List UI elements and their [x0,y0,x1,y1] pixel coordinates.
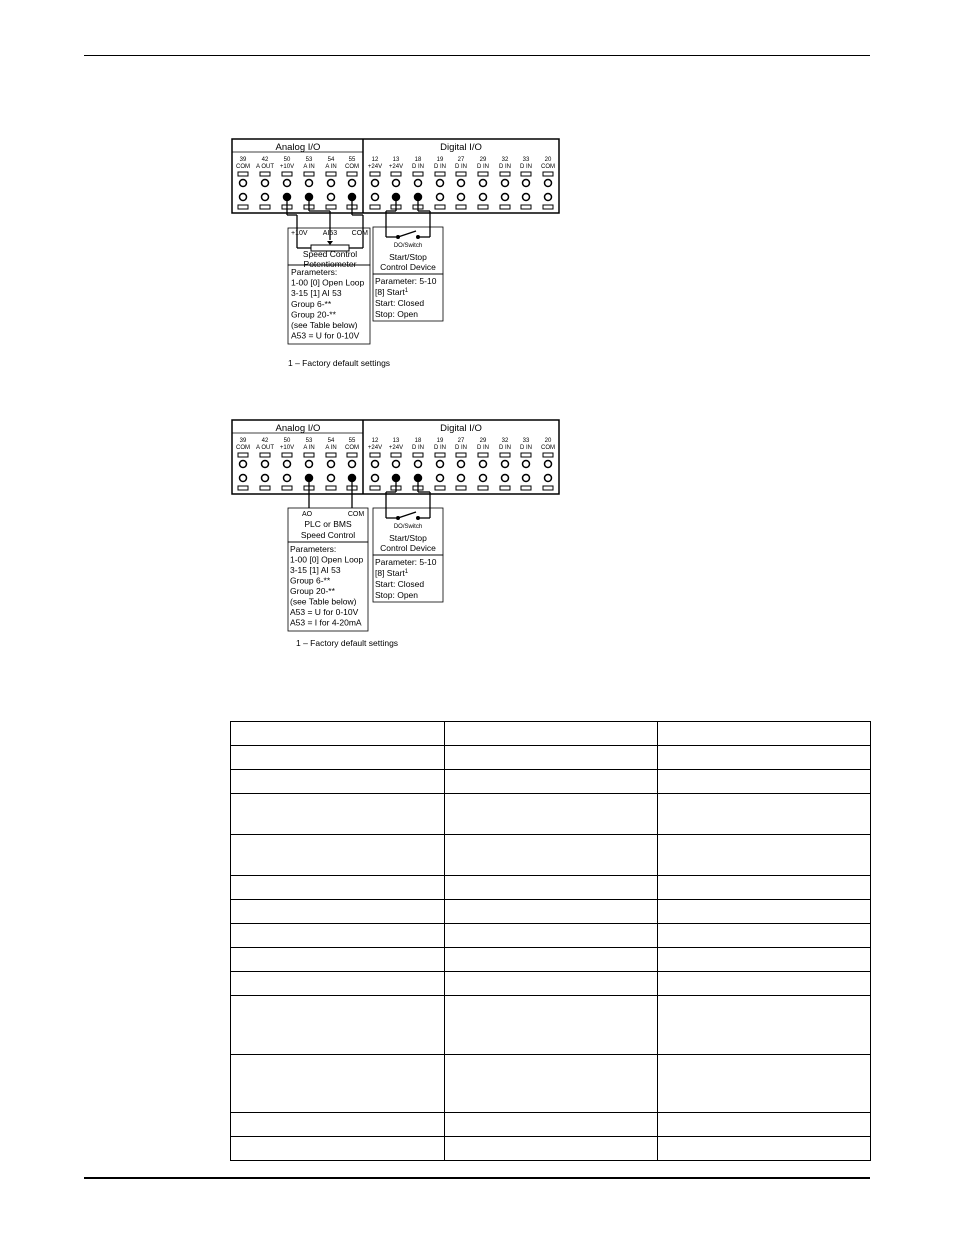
terminal-tab [326,453,336,457]
device-title: Speed Control [300,530,356,540]
terminal-screw [349,180,356,187]
terminal-number: 20 [544,157,552,163]
terminal-tab [435,205,445,209]
terminal-tab [500,172,510,176]
wire [398,512,416,518]
device-title: Control Device [380,262,436,272]
terminal-tab [435,172,445,176]
terminal-screw [523,180,530,187]
terminal-screw [415,461,422,468]
param-line: Stop: Open [375,590,419,600]
param-line: A53 = I for 4-20mA [290,617,362,628]
terminal-number: 12 [371,438,379,444]
terminal-tab [500,453,510,457]
terminal-tab [304,453,314,457]
terminal-number: 19 [436,157,444,163]
terminal-tab [435,453,445,457]
terminal-label: A IN [325,164,337,170]
table-cell [658,996,871,1055]
table-row [231,996,871,1055]
terminal-number: 18 [414,438,422,444]
terminal-label: D IN [455,164,467,170]
param-line: 1-00 [0] Open Loop [291,277,365,288]
table-cell [231,1137,445,1161]
terminal-screw [393,461,400,468]
table-row [231,746,871,770]
terminal-tab [413,172,423,176]
digital-io-title: Digital I/O [440,423,482,434]
param-line: Group 20-** [290,586,335,596]
device-title: Potentiometer [303,259,357,269]
terminal-tab [456,453,466,457]
table-row [231,948,871,972]
terminal-tab [304,172,314,176]
terminal-number: 54 [327,438,335,444]
terminal-tab [456,205,466,209]
terminal-tab [282,453,292,457]
terminal-number: 20 [544,438,552,444]
terminal-screw [393,180,400,187]
terminal-number: 13 [392,438,400,444]
terminal-tab [260,453,270,457]
terminal-label: D IN [477,445,489,451]
terminal-number: 50 [283,157,291,163]
terminal-label: D IN [412,445,424,451]
terminal-screw [328,180,335,187]
table-cell [231,948,445,972]
wire-label: AO [301,511,313,518]
terminal-screw [284,461,291,468]
table-row [231,722,871,746]
terminal-number: 53 [305,438,313,444]
terminal-screw [480,461,487,468]
terminal-tab [347,453,357,457]
param-line: [8] Start$^1$ [375,287,409,297]
terminal-tab [456,486,466,490]
terminal-number: 19 [436,438,444,444]
terminal-screw [240,180,247,187]
terminal-tab [478,172,488,176]
table-row [231,770,871,794]
terminal-tab [326,205,336,209]
terminal-number: 32 [501,438,509,444]
param-line: Parameter: 5-10 [375,557,437,567]
terminal-tab [238,172,248,176]
diagram-1 [232,139,559,368]
table-cell [231,722,445,746]
table-cell [445,996,658,1055]
param-line: 1-00 [0] Open Loop [290,554,364,565]
diagram-2 [232,420,559,648]
terminal-label: D IN [520,164,532,170]
terminal-screw [262,180,269,187]
table-cell [231,996,445,1055]
device-title: PLC or BMS [304,519,352,529]
terminal-screw [372,180,379,187]
param-line: Group 20-** [291,309,336,320]
terminal-hole [523,194,530,201]
table-cell [231,1113,445,1137]
table-row [231,876,871,900]
terminal-number: 29 [479,438,487,444]
terminal-screw [502,461,509,468]
terminal-screw [437,461,444,468]
terminal-number: 42 [261,438,269,444]
wire-label: COM [351,230,368,237]
terminal-label: D IN [477,164,489,170]
terminal-label: COM [236,164,250,170]
param-line: Parameter: 5-10 [375,276,437,286]
terminal-number: 27 [457,157,465,163]
table-cell [658,900,871,924]
parameter-table [230,721,871,1161]
table-cell [658,924,871,948]
terminal-label: D IN [412,164,424,170]
footnote: 1 – Factory default settings [296,638,399,648]
terminal-hole [458,475,465,482]
terminal-tab [391,172,401,176]
analog-io-title: Analog I/O [275,142,321,153]
table-cell [445,746,658,770]
terminal-hole [240,194,247,201]
terminal-tab [238,205,248,209]
terminal-tab [521,205,531,209]
wire [398,231,416,237]
terminal-hole [480,475,487,482]
terminal-tab [260,205,270,209]
table-cell [231,794,445,835]
terminal-screw [480,180,487,187]
terminal-tab [238,486,248,490]
terminal-tab [260,486,270,490]
wiper-arrow [327,241,333,245]
table-cell [658,1137,871,1161]
terminal-screw [458,461,465,468]
terminal-screw [240,461,247,468]
terminal-label: +24V [388,164,404,170]
terminal-hole [437,194,444,201]
table-cell [445,1055,658,1113]
table-row [231,924,871,948]
table-cell [231,1055,445,1113]
terminal-tab [521,453,531,457]
param-line: [8] Start$^1$ [375,568,409,578]
param-line: 3-15 [1] AI 53 [291,288,342,299]
param-line: A53 = U for 0-10V [291,330,360,341]
table-cell [658,835,871,876]
terminal-screw [262,461,269,468]
table-cell [445,1137,658,1161]
terminal-label: A IN [303,164,315,170]
terminal-tab [282,486,292,490]
switch-label: DO/Switch [393,243,423,249]
table-cell [231,972,445,996]
terminal-label: +10V [279,445,295,451]
table-cell [231,876,445,900]
terminal-label: COM [345,445,359,451]
device-title: Start/Stop [389,252,427,262]
terminal-tab [347,172,357,176]
table-cell [231,835,445,876]
switch-label: DO/Switch [393,524,423,530]
digital-io-title: Digital I/O [440,142,482,153]
terminal-tab [500,486,510,490]
terminal-number: 33 [522,438,530,444]
terminal-number: 29 [479,157,487,163]
terminal-label: A OUT [255,164,275,170]
table-cell [445,722,658,746]
table-cell [445,924,658,948]
wire-label: COM [347,511,365,518]
device-title: Control Device [380,543,436,553]
terminal-number: 12 [371,157,379,163]
terminal-tab [521,486,531,490]
terminal-number: 55 [348,157,356,163]
table-cell [658,746,871,770]
table-cell [658,1113,871,1137]
table-row [231,794,871,835]
terminal-hole [545,194,552,201]
terminal-label: +10V [279,164,295,170]
param-line: (see Table below) [290,596,357,607]
terminal-tab [456,172,466,176]
terminal-label: +24V [388,445,404,451]
terminal-tab [543,453,553,457]
terminal-tab [370,486,380,490]
terminal-tab [521,172,531,176]
terminal-number: 13 [392,157,400,163]
terminal-tab [282,172,292,176]
table-cell [445,876,658,900]
table-row [231,1055,871,1113]
table-cell [658,722,871,746]
terminal-hole [262,475,269,482]
terminal-tab [413,453,423,457]
terminal-tab [391,453,401,457]
terminal-label: D IN [499,445,511,451]
table-cell [658,876,871,900]
terminal-screw [328,461,335,468]
terminal-number: 50 [283,438,291,444]
terminal-tab [370,172,380,176]
terminal-screw [306,461,313,468]
terminal-number: 53 [305,157,313,163]
terminal-tab [370,205,380,209]
table-cell [658,1055,871,1113]
terminal-tab [543,486,553,490]
terminal-hole [328,475,335,482]
table-cell [445,794,658,835]
terminal-label: A IN [325,445,337,451]
terminal-label: A IN [303,445,315,451]
terminal-label: D IN [520,445,532,451]
table-cell [658,972,871,996]
terminal-screw [458,180,465,187]
terminal-tab [478,453,488,457]
terminal-hole [284,475,291,482]
table-cell [231,924,445,948]
param-line: Parameters: [290,544,337,554]
terminal-number: 54 [327,157,335,163]
terminal-hole [372,194,379,201]
device-title: Start/Stop [389,533,427,543]
terminal-hole [437,475,444,482]
table-row [231,835,871,876]
table-cell [231,900,445,924]
param-line: (see Table below) [291,320,358,330]
terminal-screw [502,180,509,187]
terminal-hole [240,475,247,482]
terminal-tab [326,486,336,490]
terminal-number: 39 [239,438,247,444]
param-line: 3-15 [1] AI 53 [290,565,341,575]
terminal-label: +24V [367,445,383,451]
terminal-hole [545,475,552,482]
terminal-tab [543,205,553,209]
wire-label: AI53 [322,230,338,237]
footer-rule [84,1177,870,1179]
table-row [231,972,871,996]
param-line: Start: Closed [375,298,425,308]
table-cell [231,746,445,770]
table-cell [445,835,658,876]
terminal-tab [326,172,336,176]
terminal-number: 33 [522,157,530,163]
terminal-label: A OUT [255,445,275,451]
terminal-label: COM [345,164,359,170]
terminal-label: COM [236,445,250,451]
terminal-label: D IN [455,445,467,451]
terminal-number: 55 [348,438,356,444]
terminal-screw [545,180,552,187]
table-cell [445,972,658,996]
param-line: Start: Closed [375,579,425,589]
param-line: Stop: Open [375,309,419,319]
terminal-number: 18 [414,157,422,163]
terminal-tab [478,486,488,490]
terminal-screw [437,180,444,187]
terminal-label: D IN [434,164,446,170]
terminal-hole [372,475,379,482]
device-title: Speed Control [302,249,358,259]
table-row [231,1137,871,1161]
terminal-hole [458,194,465,201]
table-cell [658,794,871,835]
terminal-tab [500,205,510,209]
table-cell [445,1113,658,1137]
param-line: Group 6-** [291,298,332,309]
terminal-label: COM [541,445,555,451]
terminal-label: COM [541,164,555,170]
terminal-hole [523,475,530,482]
terminal-tab [260,172,270,176]
terminal-hole [262,194,269,201]
terminal-tab [370,453,380,457]
terminal-number: 39 [239,157,247,163]
terminal-tab [543,172,553,176]
terminal-number: 32 [501,157,509,163]
param-line: Parameters: [291,267,338,277]
terminal-screw [415,180,422,187]
terminal-number: 42 [261,157,269,163]
terminal-hole [502,475,509,482]
terminal-hole [502,194,509,201]
terminal-screw [284,180,291,187]
terminal-hole [480,194,487,201]
terminal-screw [523,461,530,468]
table-cell [231,770,445,794]
terminal-screw [545,461,552,468]
table-cell [658,948,871,972]
terminal-label: D IN [434,445,446,451]
terminal-hole [328,194,335,201]
terminal-label: D IN [499,164,511,170]
table-cell [445,948,658,972]
param-line: Group 6-** [290,575,331,586]
terminal-tab [238,453,248,457]
table-cell [445,900,658,924]
terminal-tab [478,205,488,209]
terminal-screw [349,461,356,468]
terminal-screw [372,461,379,468]
analog-io-title: Analog I/O [275,423,321,434]
table-row [231,900,871,924]
table-cell [445,770,658,794]
terminal-number: 27 [457,438,465,444]
param-line: A53 = U for 0-10V [290,607,359,617]
terminal-screw [306,180,313,187]
table-cell [658,770,871,794]
terminal-tab [435,486,445,490]
footnote: 1 – Factory default settings [288,358,391,368]
wire-label: +10V [291,230,308,237]
terminal-label: +24V [367,164,383,170]
table-row [231,1113,871,1137]
